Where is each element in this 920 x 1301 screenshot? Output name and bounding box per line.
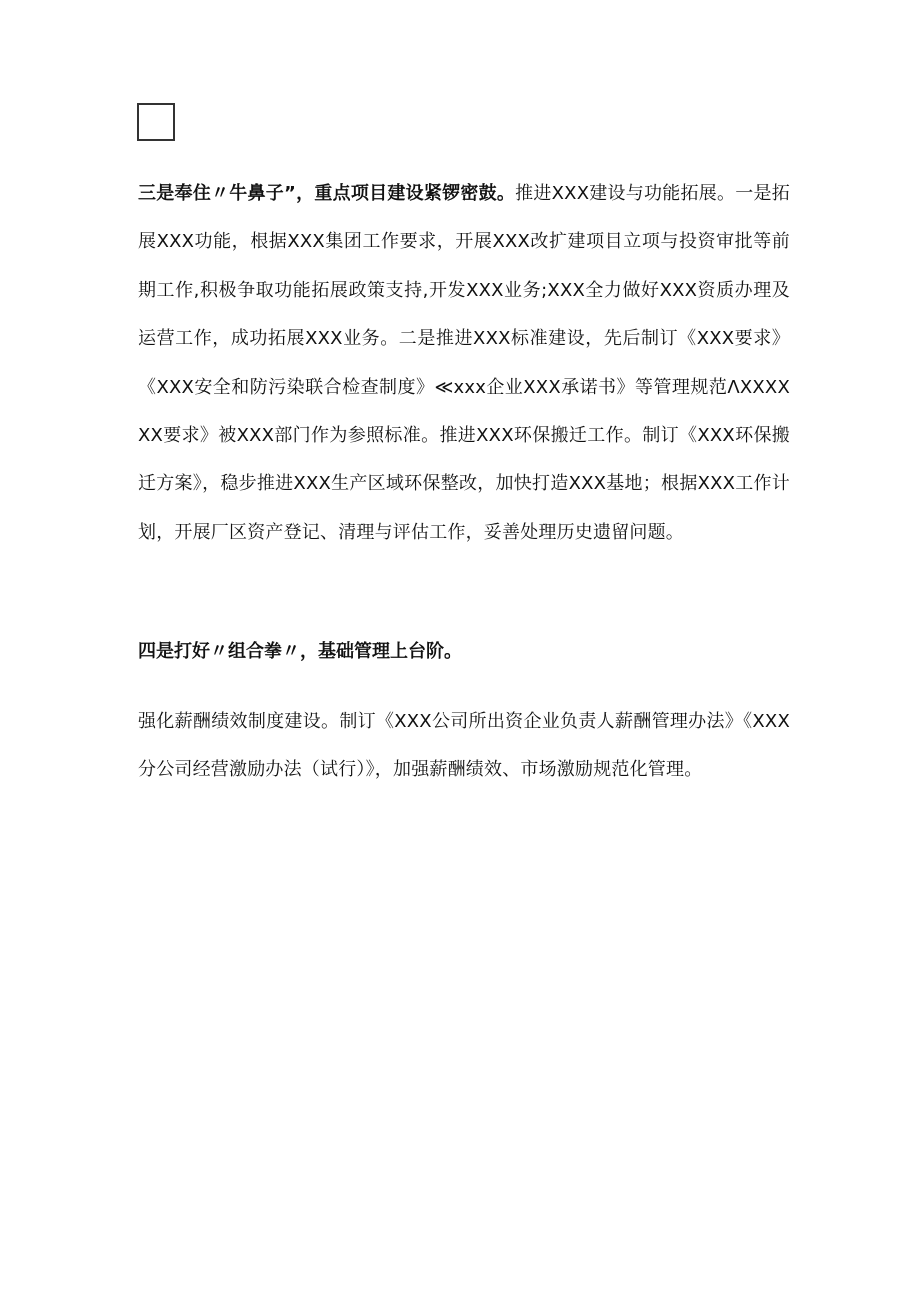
paragraph-section-4: 强化薪酬绩效制度建设。制订《XXX公司所出资企业负责人薪酬管理办法》《XXX分公司经营激励办法（试行）》，加强薪酬绩效、市场激励规范化管理。 xyxy=(138,711,790,781)
section-3-lead: 三是奉住〃牛鼻子”，重点项目建设紧锣密鼓。 xyxy=(138,183,516,204)
section-3-body: 推进XXX建设与功能拓展。一是拓展XXX功能，根据XXX集团工作要求，开展XXX改扩建项目立项与投资审批等前期工作,积极争取功能拓展政策支持,开发XXX业务;XXX全力做好XXX资质办理及运营工作，成功拓展XXX业务。二是推进XXX标准建设，先后制订《XXX要求》《XXX安全和防污染联合检查制度》≪xxx企业XXX承诺书》等管理规范ΛXXXXXX要求》被XXX部门作为参照标准。推进XXX环保搬迁工作。制订《XXX环保搬迁方案》，稳步推进XXX生产区域环保整改，加快打造XXX基地；根据XXX工作计划，开展厂区资产登记、清理与评估工作，妥善处理历史遗留问题。 xyxy=(138,183,790,543)
checkbox[interactable] xyxy=(137,103,175,141)
paragraph-section-3 xyxy=(138,170,790,557)
section-4-heading: 四是打好〃组合拳〃，基础管理上台阶。 xyxy=(138,641,462,662)
